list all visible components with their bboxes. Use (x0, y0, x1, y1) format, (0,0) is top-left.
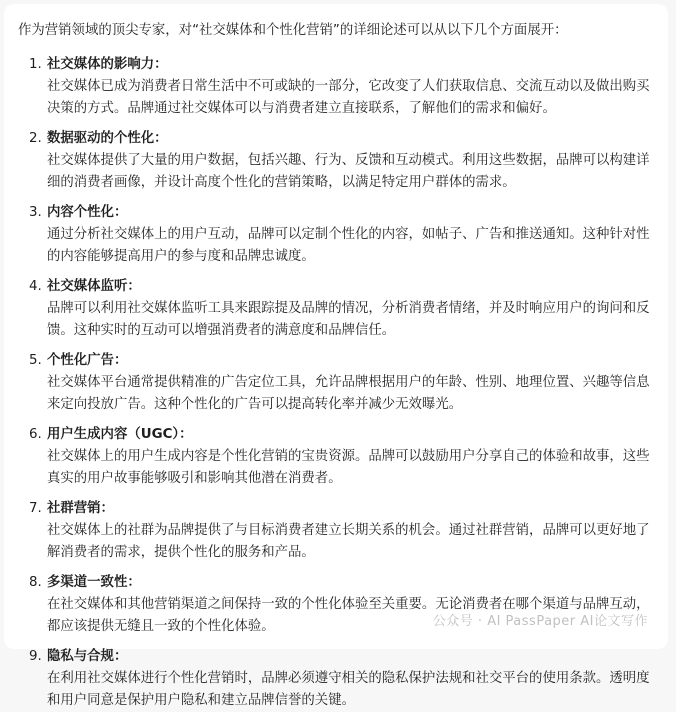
item-description: 在社交媒体和其他营销渠道之间保持一致的个性化体验至关重要。无论消费者在哪个渠道与品牌互动，都应该提供无缝且一致的个性化体验。 (47, 597, 650, 634)
item-description: 社交媒体已成为消费者日常生活中不可或缺的一部分，它改变了人们获取信息、交流互动以及做出购买决策的方式。品牌通过社交媒体可以与消费者建立直接联系，了解他们的需求和偏好。 (47, 79, 650, 116)
item-title: 隐私与合规： (47, 649, 128, 664)
item-title: 多渠道一致性： (47, 575, 141, 590)
list-item (18, 128, 656, 194)
item-number: 3. (29, 205, 42, 220)
list-item (18, 498, 656, 564)
item-description: 社交媒体上的用户生成内容是个性化营销的宝贵资源。品牌可以鼓励用户分享自己的体验和故事，这些真实的用户故事能够吸引和影响其他潜在消费者。 (47, 449, 650, 486)
point-list (18, 54, 656, 712)
item-title: 社交媒体的影响力： (47, 57, 168, 72)
list-item (18, 350, 656, 416)
watermark: 公众号 · AI PassPaper AI论文写作 (432, 614, 648, 629)
item-description: 社交媒体平台通常提供精准的广告定位工具，允许品牌根据用户的年龄、性别、地理位置、兴趣等信息来定向投放广告。这种个性化的广告可以提高转化率并减少无效曝光。 (47, 375, 650, 412)
item-description: 通过分析社交媒体上的用户互动，品牌可以定制个性化的内容，如帖子、广告和推送通知。这种针对性的内容能够提高用户的参与度和品牌忠诚度。 (47, 227, 650, 264)
item-title: 数据驱动的个性化： (47, 131, 168, 146)
item-title: 社交媒体监听： (47, 279, 141, 294)
item-title: 社群营销： (47, 501, 114, 516)
item-number: 6. (29, 427, 42, 442)
item-number: 9. (29, 649, 42, 664)
list-item (18, 276, 656, 342)
item-description: 社交媒体上的社群为品牌提供了与目标消费者建立长期关系的机会。通过社群营销，品牌可以更好地了解消费者的需求，提供个性化的服务和产品。 (47, 523, 650, 560)
item-title: 个性化广告： (47, 353, 128, 368)
item-number: 2. (29, 131, 42, 146)
item-description: 在利用社交媒体进行个性化营销时，品牌必须遵守相关的隐私保护法规和社交平台的使用条款。透明度和用户同意是保护用户隐私和建立品牌信誉的关键。 (47, 671, 650, 708)
item-number: 8. (29, 575, 42, 590)
list-item (18, 646, 656, 712)
item-title: 内容个性化： (47, 205, 128, 220)
item-description: 品牌可以利用社交媒体监听工具来跟踪提及品牌的情况，分析消费者情绪，并及时响应用户的询问和反馈。这种实时的互动可以增强消费者的满意度和品牌信任。 (47, 301, 650, 338)
intro-text: 作为营销领域的顶尖专家，对“社交媒体和个性化营销”的详细论述可以从以下几个方面展开： (18, 23, 568, 38)
item-number: 7. (29, 501, 42, 516)
list-item (18, 54, 656, 120)
list-item (18, 202, 656, 268)
list-item (18, 424, 656, 490)
item-number: 5. (29, 353, 42, 368)
item-title: 用户生成内容（UGC）： (47, 427, 193, 442)
item-number: 4. (29, 279, 42, 294)
response-card (4, 4, 668, 708)
item-description: 社交媒体提供了大量的用户数据，包括兴趣、行为、反馈和互动模式。利用这些数据，品牌可以构建详细的消费者画像，并设计高度个性化的营销策略，以满足特定用户群体的需求。 (47, 153, 650, 190)
list-item (18, 572, 656, 638)
item-number: 1. (29, 57, 42, 72)
